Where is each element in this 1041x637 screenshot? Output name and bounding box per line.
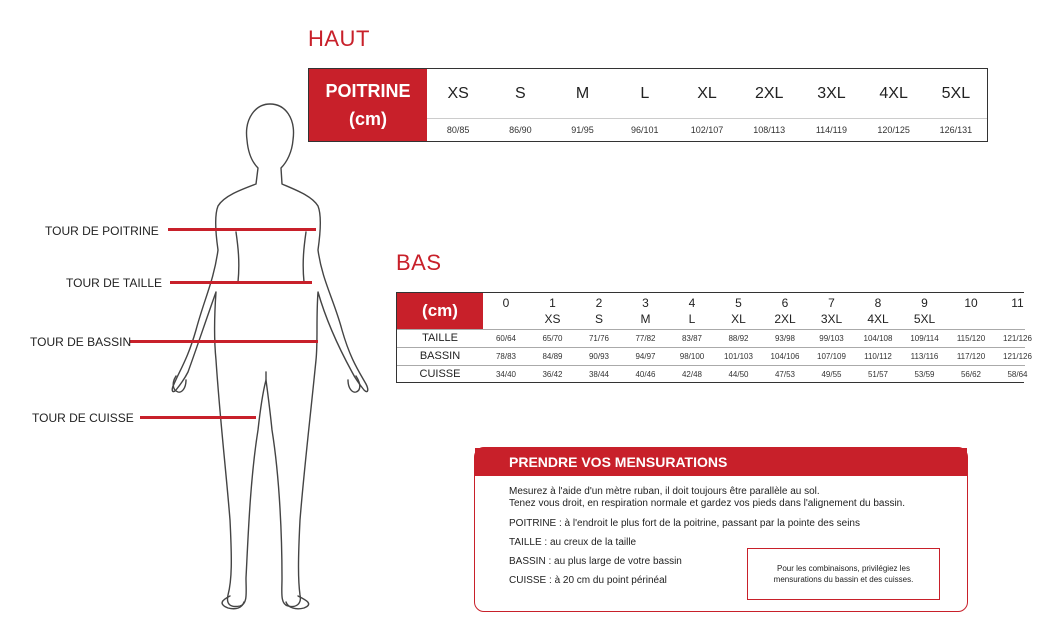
bas-size-letter: M: [640, 312, 651, 326]
bas-row-value: 51/57: [867, 370, 889, 379]
haut-size-label: M: [575, 84, 590, 102]
bas-row-value: 71/76: [588, 334, 610, 343]
measurement-instructions-box: [474, 447, 968, 612]
haut-size-value: 120/125: [877, 125, 910, 135]
bas-row-value: 49/55: [821, 370, 842, 379]
bas-size-number: 5: [735, 296, 742, 310]
haut-size-value: 108/113: [753, 125, 786, 135]
bas-row-value: 121/126: [1003, 352, 1032, 361]
instructions-poitrine: POITRINE : à l'endroit le plus fort de la poitrine, passant par la pointe des seins: [509, 518, 860, 529]
bas-row-value: 42/48: [681, 370, 703, 379]
line-cuisse: [140, 416, 256, 419]
haut-size-value: 126/131: [939, 125, 973, 135]
line-taille: [170, 281, 312, 284]
bas-row-value: 83/87: [681, 334, 703, 343]
bas-row-value: 110/112: [864, 352, 892, 361]
bas-row-value: 98/100: [679, 352, 705, 361]
label-tour-bassin: TOUR DE BASSIN: [30, 335, 132, 349]
haut-size-label: S: [514, 84, 526, 102]
label-tour-taille: TOUR DE TAILLE: [66, 276, 163, 290]
bas-row-value: 101/103: [724, 352, 753, 361]
bas-size-letter: 4XL: [867, 312, 889, 326]
bas-row-value: 44/50: [728, 370, 749, 379]
bas-row-value: 78/83: [495, 352, 517, 361]
bas-row-value: 84/89: [542, 352, 563, 361]
bas-size-letter: L: [688, 312, 696, 326]
bas-size-letter: XL: [731, 312, 746, 326]
haut-size-value: 114/119: [815, 125, 848, 135]
bas-row-value: 38/44: [588, 370, 610, 379]
bas-size-number: 0: [502, 296, 510, 310]
bas-size-number: 8: [874, 296, 882, 310]
bas-size-number: 2: [595, 296, 603, 310]
haut-size-label: XS: [447, 84, 469, 102]
bas-title: BAS: [396, 250, 442, 275]
bas-row-value: 109/114: [910, 334, 939, 343]
instructions-bassin: BASSIN : au plus large de votre bassin: [509, 556, 682, 567]
haut-size-value: 102/107: [690, 125, 724, 135]
haut-header-label: POITRINE: [325, 81, 411, 101]
bas-row-value: 104/108: [863, 334, 893, 343]
line-bassin: [130, 340, 318, 343]
bas-size-number: 9: [921, 296, 928, 310]
bas-row-value: 121/126: [1003, 334, 1032, 343]
bas-row-value: 94/97: [635, 352, 656, 361]
instructions-title: PRENDRE VOS MENSURATIONS: [475, 448, 967, 476]
bas-size-letter: 5XL: [913, 312, 936, 326]
bas-row-value: 77/82: [635, 334, 656, 343]
bas-row-value: 40/46: [635, 370, 656, 379]
bas-row-value: 90/93: [588, 352, 610, 361]
haut-size-label: XL: [697, 84, 717, 102]
haut-size-label: L: [640, 84, 650, 102]
bas-row-value: 117/120: [956, 352, 986, 361]
bas-row-label: CUISSE: [419, 368, 461, 380]
label-tour-cuisse: TOUR DE CUISSE: [32, 411, 134, 425]
bas-size-number: 11: [1011, 296, 1024, 310]
label-tour-poitrine: TOUR DE POITRINE: [45, 224, 159, 238]
haut-size-label: 2XL: [754, 84, 784, 102]
bas-row-value: 60/64: [495, 334, 517, 343]
instructions-cuisse: CUISSE : à 20 cm du point périnéal: [509, 575, 667, 586]
instructions-taille: TAILLE : au creux de la taille: [509, 537, 637, 548]
bas-row-value: 104/106: [770, 352, 800, 361]
bas-size-number: 10: [964, 296, 978, 310]
bas-row-value: 88/92: [728, 334, 749, 343]
bas-table-header: (cm): [397, 293, 483, 329]
haut-title: HAUT: [308, 26, 370, 51]
haut-size-label: 4XL: [879, 84, 908, 102]
bas-row-value: 93/98: [774, 334, 796, 343]
haut-size-value: 91/95: [571, 125, 594, 135]
haut-size-value: 80/85: [446, 125, 470, 135]
bas-row-label: TAILLE: [422, 332, 458, 344]
bas-row-value: 113/116: [910, 352, 939, 361]
bas-size-letter: 2XL: [774, 312, 796, 326]
bas-row-label: BASSIN: [419, 350, 461, 362]
bas-size-letter: 3XL: [820, 312, 843, 326]
bas-size-number: 6: [781, 296, 789, 310]
bas-row-value: 36/42: [542, 370, 563, 379]
bas-row-value: 115/120: [956, 334, 986, 343]
instructions-line-1: Mesurez à l'aide d'un mètre ruban, il doit toujours être parallèle au sol.: [509, 486, 820, 497]
haut-size-label: 3XL: [817, 84, 846, 102]
line-poitrine: [168, 228, 316, 231]
bas-row-value: 65/70: [542, 334, 563, 343]
haut-size-value: 86/90: [509, 125, 532, 135]
bas-row-value: 107/109: [817, 352, 846, 361]
haut-header-unit: (cm): [348, 109, 387, 129]
haut-size-value: 96/101: [631, 125, 659, 135]
bas-size-number: 3: [642, 296, 649, 310]
bas-size-number: 1: [549, 296, 556, 310]
bas-size-number: 4: [688, 296, 696, 310]
bas-row-value: 99/103: [819, 334, 844, 343]
bas-row-value: 34/40: [495, 370, 517, 379]
bas-row-value: 47/53: [774, 370, 796, 379]
haut-size-label: 5XL: [941, 84, 971, 102]
bas-size-letter: XS: [544, 312, 561, 326]
bas-row-value: 56/62: [960, 370, 982, 379]
bas-size-letter: S: [594, 312, 603, 326]
bas-row-value: 53/59: [914, 370, 935, 379]
bas-size-number: 7: [828, 296, 835, 310]
instructions-line-2: Tenez vous droit, en respiration normale et gardez vos pieds dans l'alignement du bassin.: [509, 498, 906, 509]
combination-note: Pour les combinaisons, privilégiez les mensurations du bassin et des cuisses.: [747, 548, 940, 600]
bas-row-value: 58/64: [1007, 370, 1028, 379]
